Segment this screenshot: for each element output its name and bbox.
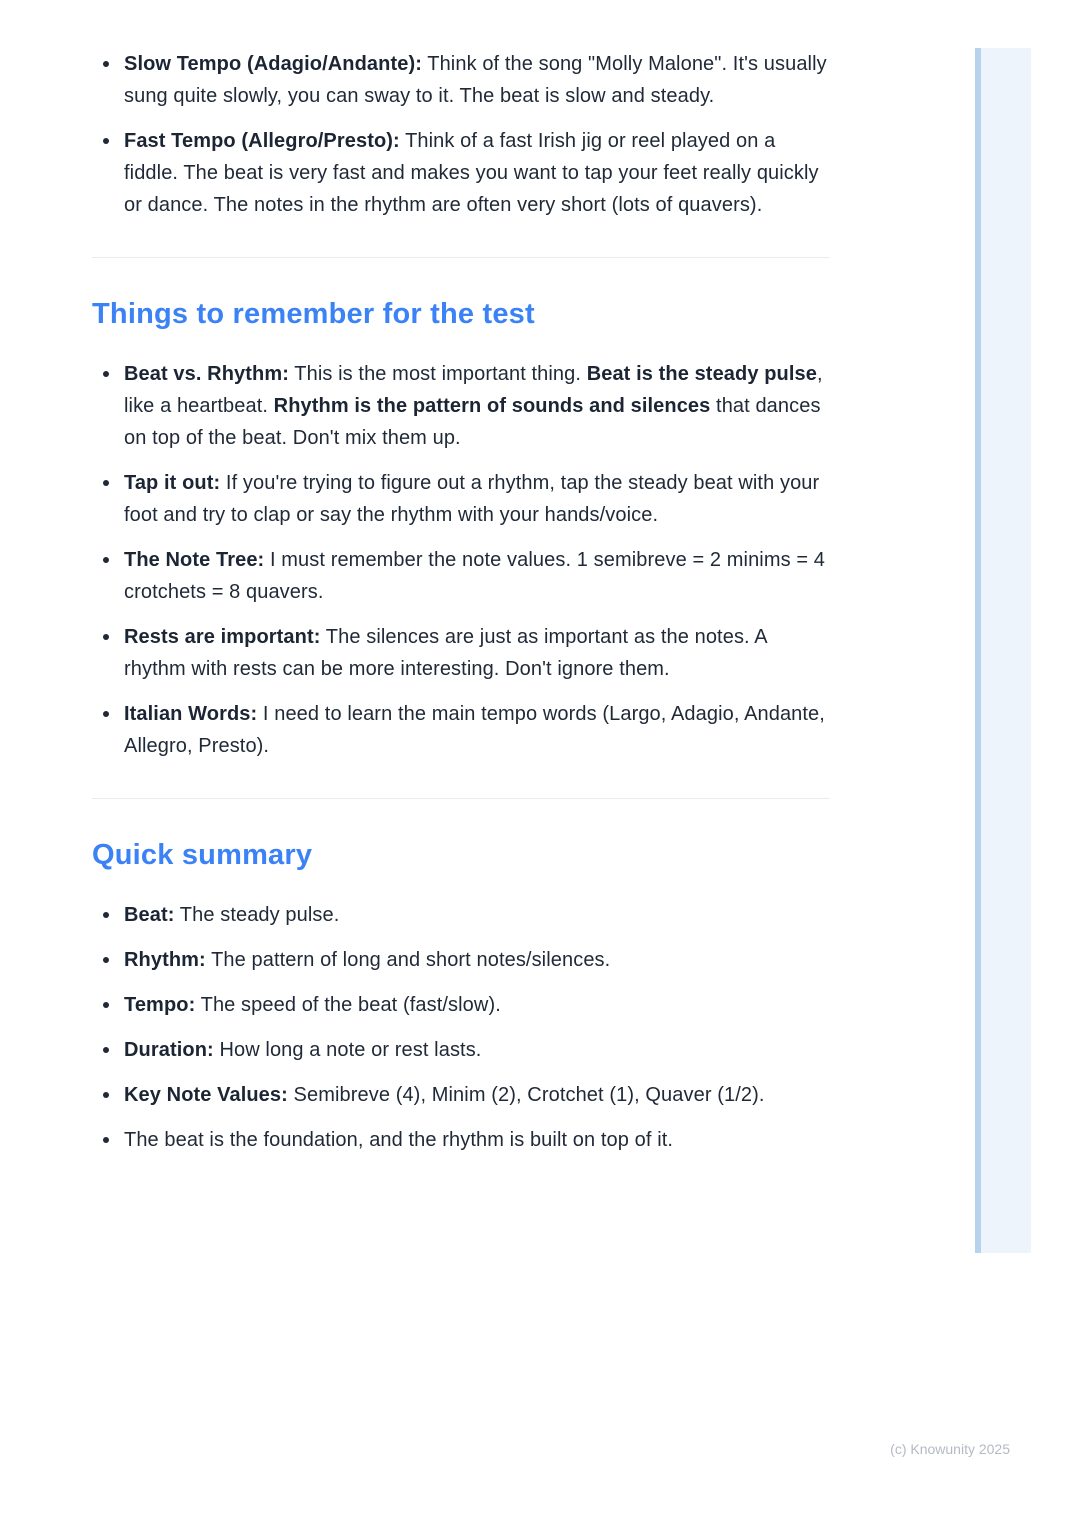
bold-text-run: Beat vs. Rhythm: [124,363,289,385]
bullet-list [92,899,830,1156]
list-item [92,698,830,762]
list-item [92,1124,830,1156]
page-edge-decoration [975,48,1031,1253]
list-item [92,125,830,221]
bold-text-run: Duration: [124,1039,214,1061]
bullet-list [92,48,830,221]
bold-text-run: Italian Words: [124,703,258,725]
list-item [92,944,830,976]
list-item [92,467,830,531]
section-divider [92,257,830,258]
section-heading-quick-summary: Quick summary [92,839,313,871]
text-run: I need to learn the main tempo words (Largo, Adagio, Andante, Allegro, Presto). [124,703,825,757]
bold-text-run: Beat: [124,904,175,926]
text-run: , like a heartbeat. [124,363,823,417]
text-run: The pattern of long and short notes/silences. [205,949,611,971]
text-run: How long a note or rest lasts. [213,1039,482,1061]
bold-text-run: The Note Tree: [124,549,265,571]
list-item [92,1034,830,1066]
copyright-footer: (c) Knowunity 2025 [890,1441,1010,1457]
text-run: If you're trying to figure out a rhythm, tap the steady beat with your foot and try to clap or say the rhythm with your hands/voice. [124,472,820,526]
text-run: that dances on top of the beat. Don't mix them up. [124,395,821,449]
text-run: The silences are just as important as the notes. A rhythm with rests can be more interesting. Don't ignore them. [124,626,767,680]
text-run: Think of the song "Molly Malone". It's usually sung quite slowly, you can sway to it. The beat is slow and steady. [124,53,827,107]
bold-text-run: Slow Tempo (Adagio/Andante): [124,53,422,75]
bold-text-run: Tempo: [124,994,196,1016]
bullet-list [92,358,830,762]
section-heading-things-to-remember-for-the-test: Things to remember for the test [92,298,535,330]
list-item [92,621,830,685]
list-item [92,989,830,1021]
text-run: The steady pulse. [174,904,340,926]
bold-text-run: Rhythm: [124,949,206,971]
list-item [92,899,830,931]
text-run: The speed of the beat (fast/slow). [195,994,501,1016]
bold-text-run: Fast Tempo (Allegro/Presto): [124,130,400,152]
section-divider [92,798,830,799]
bold-text-run: Rhythm is the pattern of sounds and silences [273,395,711,417]
list-item [92,544,830,608]
document-sections [92,48,830,1156]
list-item [92,1079,830,1111]
text-run: Semibreve (4), Minim (2), Crotchet (1), Quaver (1/2). [287,1084,765,1106]
list-item [92,48,830,112]
bold-text-run: Tap it out: [124,472,221,494]
bold-text-run: Key Note Values: [124,1084,288,1106]
bold-text-run: Rests are important: [124,626,321,648]
text-run: This is the most important thing. [288,363,587,385]
text-run: I must remember the note values. 1 semibreve = 2 minims = 4 crotchets = 8 quavers. [124,549,826,603]
text-run: The beat is the foundation, and the rhythm is built on top of it. [124,1129,674,1151]
text-run: Think of a fast Irish jig or reel played on a fiddle. The beat is very fast and makes you want to tap your feet really quickly or dance. The notes in the rhythm are often very short (lots of quavers). [124,130,819,216]
bold-text-run: Beat is the steady pulse [586,363,817,385]
list-item [92,358,830,454]
